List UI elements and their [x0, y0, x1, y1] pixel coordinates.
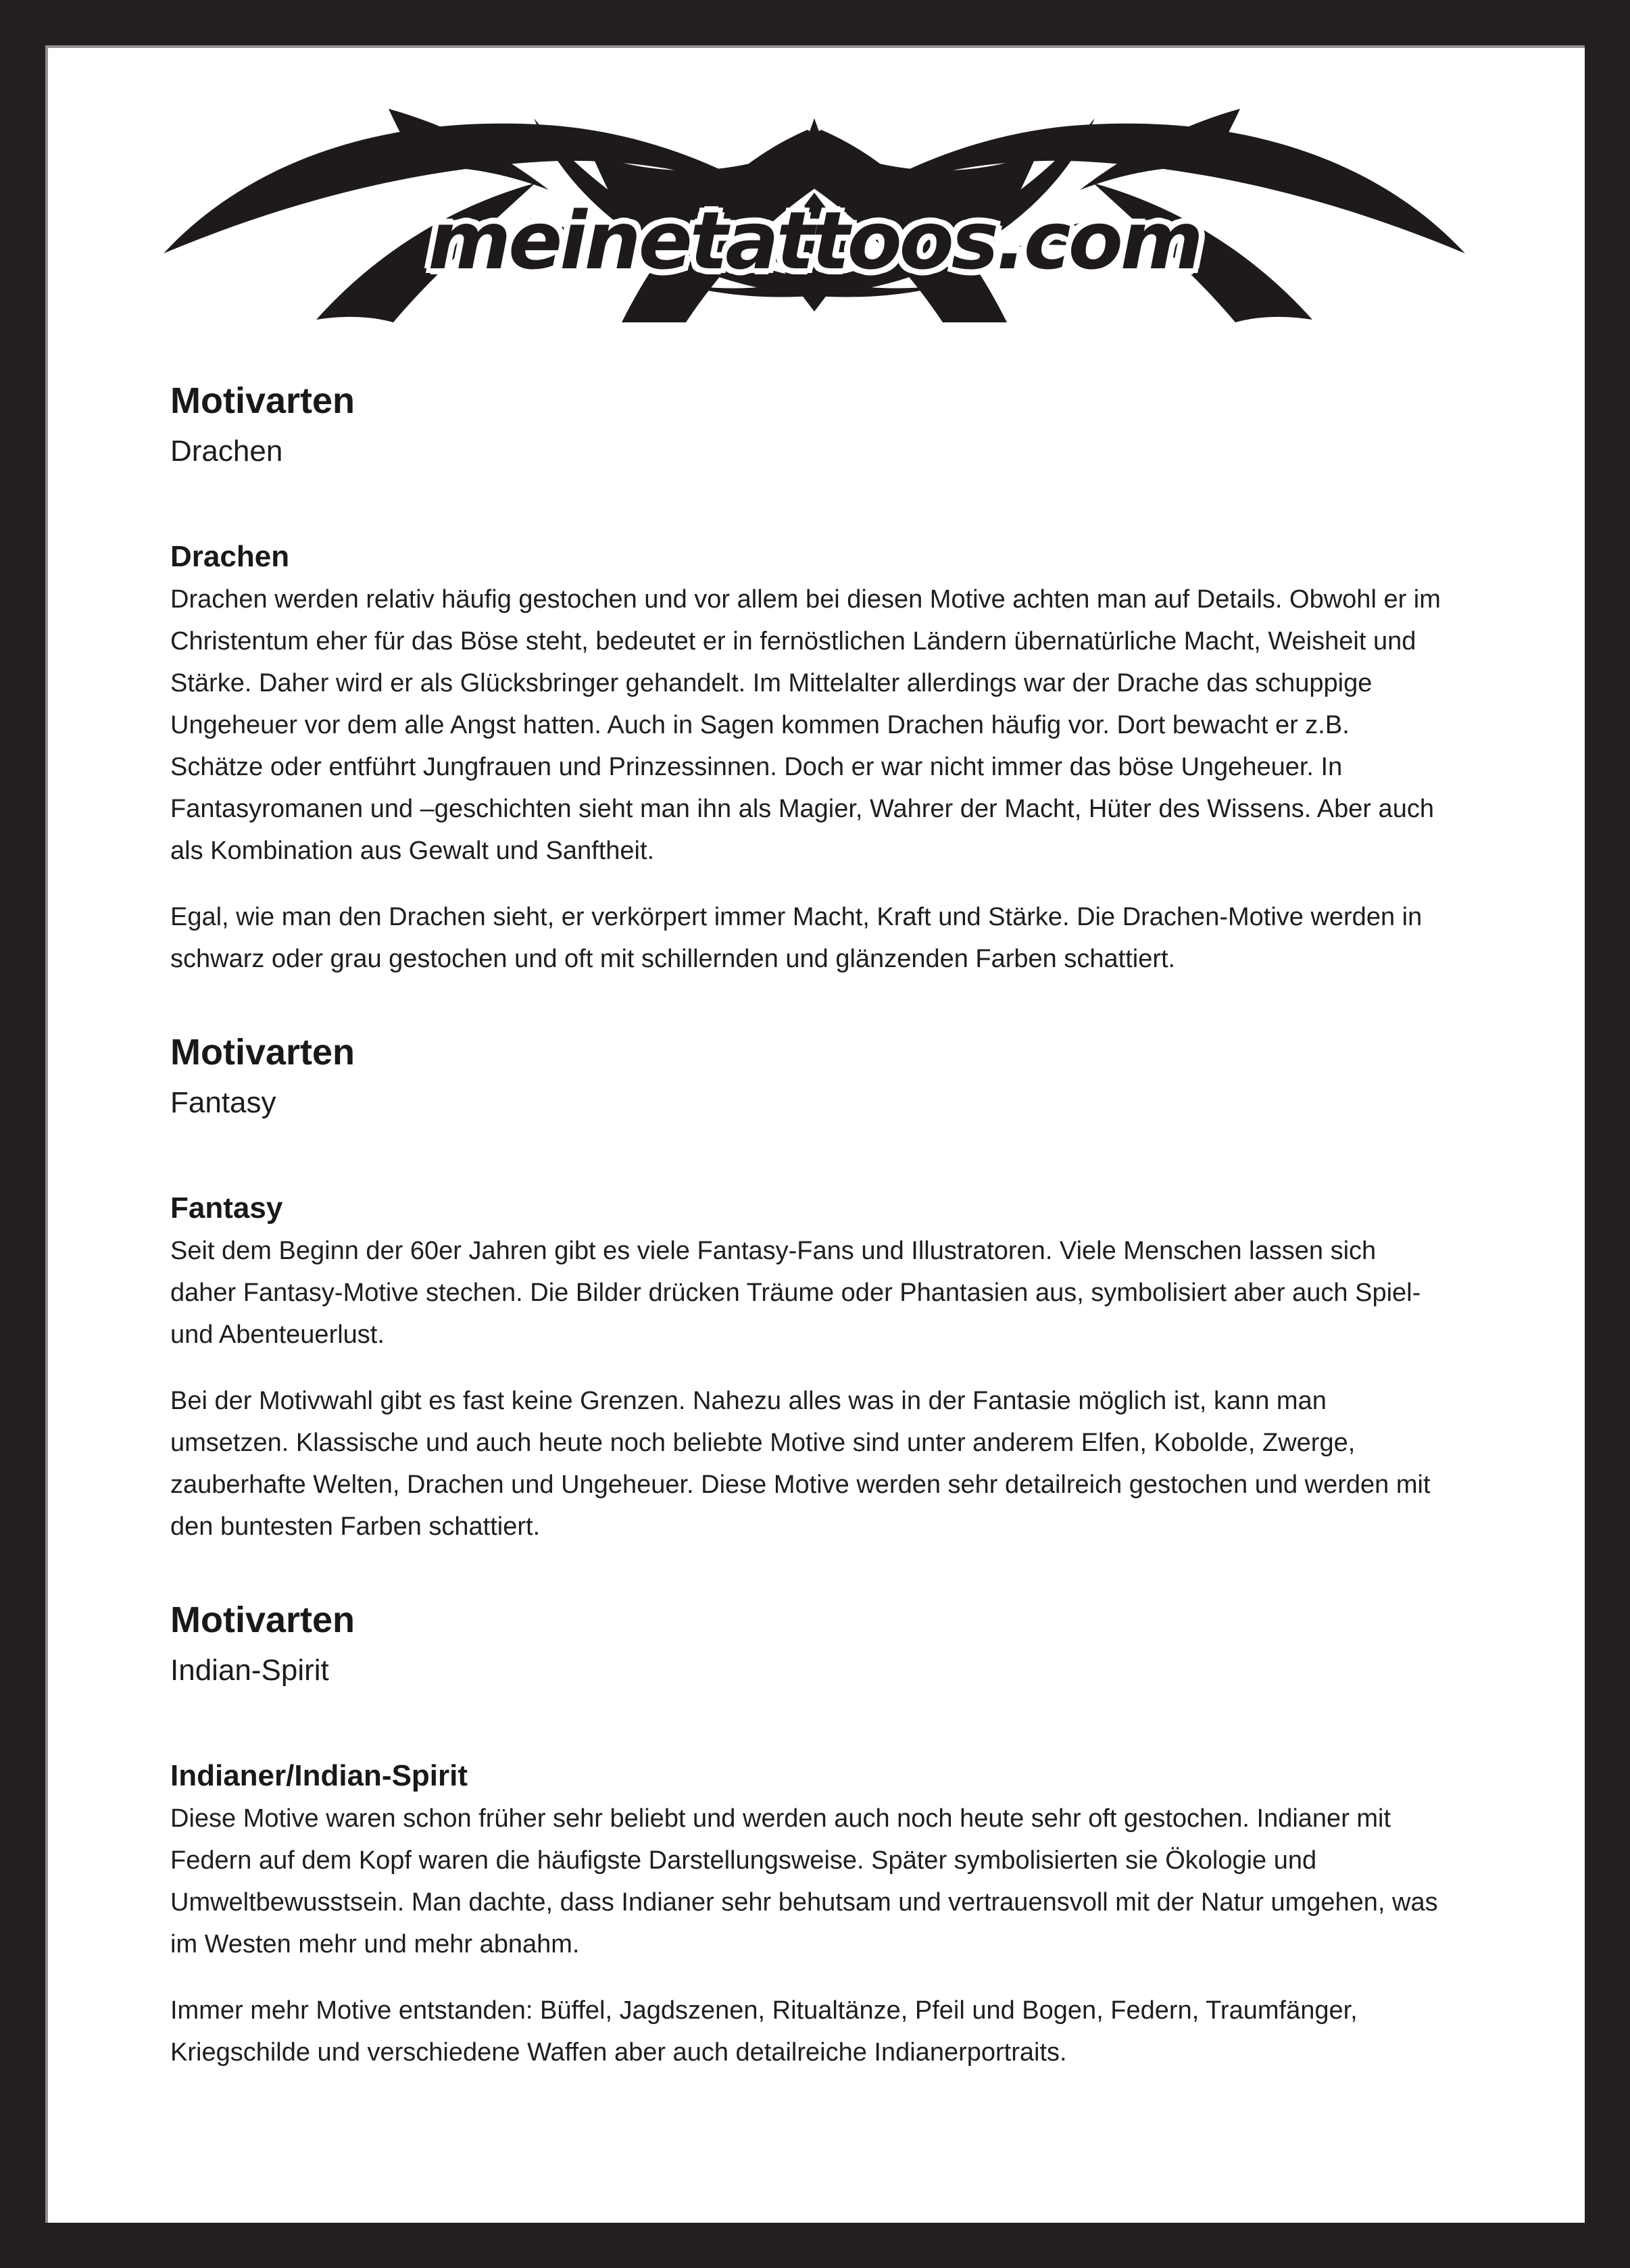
- paragraph: Immer mehr Motive entstanden: Büffel, Jagdszenen, Ritualtänze, Pfeil und Bogen, Federn, Traumfänger, Kriegschilde und verschiedene Waffen aber auch detailreiche Indianerportraits.: [170, 1996, 1358, 2067]
- logo: [155, 99, 1473, 322]
- paragraph: Drachen werden relativ häufig gestochen und vor allem bei diesen Motive achten man auf Details. Obwohl er im Christentum eher für das Böse steht, bedeutet er in fernöstlichen Ländern übernatürliche Macht, Weisheit und Stärke. Daher wird er als Glücksbringer gehandelt. Im Mittelalter allerdings war der Drache das schuppige Ungeheuer vor dem alle Angst hatten. Auch in Sagen kommen Drachen häufig vor. Dort bewacht er z.B. Schätze oder entführt Jungfrauen und Prinzessinnen. Doch er war nicht immer das böse Ungeheuer. In Fantasyromanen und –geschichten sieht man ihn als Magier, Wahrer der Macht, Hüter des Wissens. Aber auch als Kombination aus Gewalt und Sanftheit.: [170, 585, 1441, 865]
- logo-wordmark: meinetattoos.com: [428, 194, 1201, 287]
- paragraph: Egal, wie man den Drachen sieht, er verkörpert immer Macht, Kraft und Stärke. Die Drachen-Motive werden in schwarz oder grau gestochen und oft mit schillernden und glänzenden Farben schattiert.: [170, 902, 1423, 973]
- motif-section-fantasy: [170, 1031, 1450, 1548]
- topic-heading: Fantasy: [170, 1191, 283, 1225]
- motif-section-indian-spirit: [170, 1598, 1450, 2073]
- page-content: [45, 45, 1585, 2223]
- section-title: Motivarten: [170, 1599, 355, 1640]
- topic-heading: Drachen: [170, 539, 290, 573]
- section-title: Motivarten: [170, 1031, 355, 1073]
- paragraph: Seit dem Beginn der 60er Jahren gibt es viele Fantasy-Fans und Illustratoren. Viele Menschen lassen sich daher Fantasy-Motive stechen. Die Bilder drücken Träume oder Phantasien aus, symbolisiert aber auch Spiel- und Abenteuerlust.: [170, 1236, 1421, 1349]
- paragraph: Diese Motive waren schon früher sehr beliebt und werden auch noch heute sehr oft gestochen. Indianer mit Federn auf dem Kopf waren die häufigste Darstellungsweise. Später symbolisierten sie Ökologie und Umweltbewusstsein. Man dachte, dass Indianer sehr behutsam und vertrauensvoll mit der Natur umgehen, was im Westen mehr und mehr abnahm.: [170, 1804, 1438, 1958]
- section-title: Motivarten: [170, 380, 355, 421]
- section-subtitle: Fantasy: [170, 1085, 276, 1119]
- motif-section-drachen: [170, 379, 1450, 980]
- paragraph: Bei der Motivwahl gibt es fast keine Grenzen. Nahezu alles was in der Fantasie möglich ist, kann man umsetzen. Klassische und auch heute noch beliebte Motive sind unter anderem Elfen, Kobolde, Zwerge, zauberhafte Welten, Drachen und Ungeheuer. Diese Motive werden sehr detailreich gestochen und werden mit den buntesten Farben schattiert.: [170, 1386, 1431, 1541]
- topic-heading: Indianer/Indian-Spirit: [170, 1758, 468, 1792]
- section-subtitle: Indian-Spirit: [170, 1653, 329, 1687]
- section-subtitle: Drachen: [170, 434, 283, 468]
